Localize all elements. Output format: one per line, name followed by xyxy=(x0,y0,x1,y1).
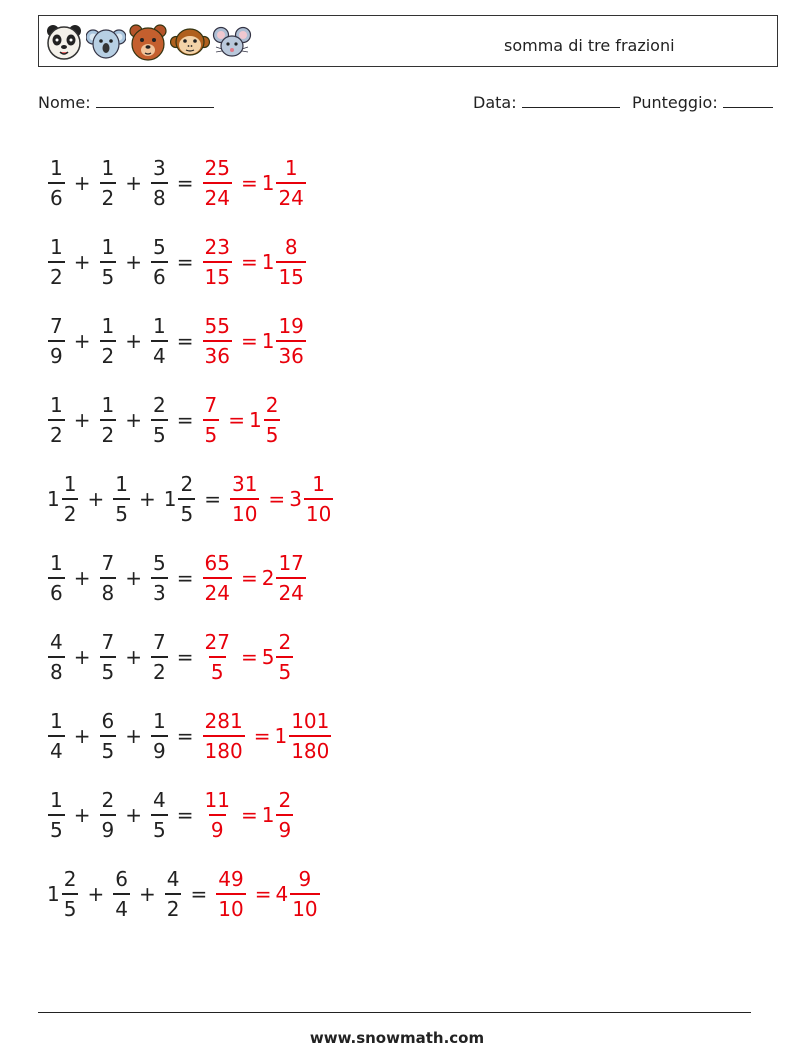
fraction xyxy=(100,707,117,765)
denominator: 2 xyxy=(100,340,117,370)
plus-sign: + xyxy=(73,407,91,432)
answer-whole-number: 1 xyxy=(261,170,275,195)
fraction xyxy=(178,470,195,528)
fraction xyxy=(48,391,65,449)
equals-sign: = xyxy=(176,407,194,432)
problem-row xyxy=(47,301,334,380)
plus-sign: + xyxy=(73,723,91,748)
whole-number: 1 xyxy=(163,486,177,511)
plus-sign: + xyxy=(73,565,91,590)
whole-number: 1 xyxy=(47,486,60,511)
fraction xyxy=(100,786,117,844)
denominator: 180 xyxy=(203,735,245,765)
equals-sign: = xyxy=(240,802,258,827)
problem-row xyxy=(47,854,334,933)
plus-sign: + xyxy=(125,249,142,274)
numerator: 2 xyxy=(63,866,77,891)
numerator: 1 xyxy=(50,550,63,575)
numerator: 25 xyxy=(204,155,230,180)
denominator: 5 xyxy=(276,656,293,686)
numerator: 17 xyxy=(278,550,304,575)
numerator: 1 xyxy=(115,471,128,496)
plus-sign: + xyxy=(138,881,156,906)
denominator: 4 xyxy=(48,735,65,765)
denominator: 9 xyxy=(276,814,293,844)
numerator: 2 xyxy=(153,392,166,417)
denominator: 5 xyxy=(178,498,195,528)
equals-sign: = xyxy=(176,644,194,669)
denominator: 2 xyxy=(100,182,117,212)
fraction xyxy=(48,549,65,607)
fraction xyxy=(113,865,130,923)
denominator: 2 xyxy=(62,498,79,528)
denominator: 6 xyxy=(48,182,65,212)
problem-row xyxy=(47,459,334,538)
numerator: 1 xyxy=(312,471,326,496)
fraction xyxy=(151,549,168,607)
denominator: 5 xyxy=(203,419,220,449)
numerator: 1 xyxy=(50,787,63,812)
fraction xyxy=(100,549,117,607)
numerator: 2 xyxy=(278,787,292,812)
numerator: 4 xyxy=(153,787,166,812)
numerator: 1 xyxy=(50,234,63,259)
monkey-icon xyxy=(170,22,210,62)
numerator: 5 xyxy=(153,550,166,575)
denominator: 5 xyxy=(100,656,117,686)
denominator: 36 xyxy=(276,340,305,370)
fraction xyxy=(289,707,331,765)
denominator: 15 xyxy=(276,261,305,291)
fraction xyxy=(48,154,65,212)
bear-icon xyxy=(128,22,168,62)
denominator: 5 xyxy=(100,261,117,291)
answer-whole-number: 1 xyxy=(261,802,275,827)
equals-sign: = xyxy=(204,486,221,511)
numerator: 2 xyxy=(265,392,279,417)
denominator: 4 xyxy=(151,340,168,370)
plus-sign: + xyxy=(73,802,91,827)
denominator: 5 xyxy=(151,814,168,844)
plus-sign: + xyxy=(73,328,91,353)
fraction xyxy=(151,312,168,370)
equals-sign: = xyxy=(268,486,286,511)
fraction xyxy=(203,233,232,291)
denominator: 6 xyxy=(151,261,168,291)
fraction xyxy=(216,865,245,923)
denominator: 5 xyxy=(113,498,130,528)
numerator: 4 xyxy=(50,629,63,654)
denominator: 36 xyxy=(203,340,232,370)
numerator: 8 xyxy=(284,234,298,259)
fraction xyxy=(62,865,79,923)
numerator: 6 xyxy=(101,708,115,733)
answer-whole-number: 1 xyxy=(261,328,275,353)
plus-sign: + xyxy=(138,486,156,511)
answer-whole-number: 5 xyxy=(261,644,275,669)
denominator: 2 xyxy=(151,656,168,686)
fraction xyxy=(276,628,293,686)
equals-sign: = xyxy=(176,249,194,274)
fraction xyxy=(100,154,117,212)
panda-icon xyxy=(44,22,84,62)
fraction xyxy=(203,786,232,844)
numerator: 49 xyxy=(218,866,244,891)
numerator: 2 xyxy=(101,787,115,812)
equals-sign: = xyxy=(240,565,258,590)
numerator: 1 xyxy=(101,155,115,180)
numerator: 65 xyxy=(204,550,230,575)
denominator: 2 xyxy=(48,419,65,449)
denominator: 24 xyxy=(276,182,305,212)
fraction xyxy=(151,707,168,765)
denominator: 24 xyxy=(203,182,232,212)
numerator: 1 xyxy=(153,313,166,338)
denominator: 8 xyxy=(100,577,117,607)
answer-whole-number: 1 xyxy=(261,249,275,274)
equals-sign: = xyxy=(240,249,258,274)
answer-whole-number: 1 xyxy=(274,723,288,748)
equals-sign: = xyxy=(240,644,258,669)
fraction xyxy=(151,628,168,686)
fraction xyxy=(165,865,182,923)
denominator: 8 xyxy=(151,182,168,212)
denominator: 6 xyxy=(48,577,65,607)
denominator: 2 xyxy=(100,419,117,449)
fraction xyxy=(100,391,117,449)
footer-url: www.snowmath.com xyxy=(309,1029,485,1047)
fraction xyxy=(276,233,305,291)
plus-sign: + xyxy=(125,407,142,432)
denominator: 5 xyxy=(151,419,168,449)
fraction xyxy=(151,233,168,291)
fraction xyxy=(276,312,305,370)
numerator: 1 xyxy=(50,708,63,733)
numerator: 3 xyxy=(153,155,166,180)
numerator: 1 xyxy=(50,155,63,180)
numerator: 7 xyxy=(101,550,115,575)
plus-sign: + xyxy=(125,170,142,195)
answer-whole-number: 3 xyxy=(289,486,302,511)
score-field[interactable] xyxy=(632,93,773,112)
date-field[interactable] xyxy=(473,93,620,112)
fraction xyxy=(151,786,168,844)
fraction xyxy=(100,233,117,291)
equals-sign: = xyxy=(240,170,258,195)
numerator: 101 xyxy=(291,708,330,733)
worksheet-title: somma di tre frazioni xyxy=(504,36,675,55)
equals-sign: = xyxy=(228,407,245,432)
denominator: 2 xyxy=(165,893,182,923)
plus-sign: + xyxy=(125,565,142,590)
numerator: 55 xyxy=(204,313,230,338)
plus-sign: + xyxy=(125,802,142,827)
whole-number: 1 xyxy=(47,881,60,906)
equals-sign: = xyxy=(190,881,208,906)
animal-icons xyxy=(44,22,252,62)
footer-divider xyxy=(38,1012,751,1013)
numerator: 1 xyxy=(284,155,298,180)
numerator: 6 xyxy=(115,866,128,891)
fraction xyxy=(203,312,232,370)
score-blank[interactable] xyxy=(723,93,773,108)
fraction xyxy=(290,865,319,923)
numerator: 9 xyxy=(298,866,312,891)
numerator: 281 xyxy=(204,708,243,733)
equals-sign: = xyxy=(176,170,194,195)
denominator: 4 xyxy=(113,893,130,923)
denominator: 5 xyxy=(62,893,79,923)
fraction xyxy=(48,233,65,291)
numerator: 1 xyxy=(50,392,63,417)
problem-list xyxy=(47,143,334,933)
denominator: 2 xyxy=(48,261,65,291)
fraction xyxy=(100,628,117,686)
name-label: Nome: xyxy=(38,93,91,112)
numerator: 19 xyxy=(278,313,304,338)
denominator: 15 xyxy=(203,261,232,291)
equals-sign: = xyxy=(176,328,194,353)
plus-sign: + xyxy=(73,249,91,274)
numerator: 1 xyxy=(153,708,166,733)
plus-sign: + xyxy=(125,644,142,669)
equals-sign: = xyxy=(176,802,194,827)
plus-sign: + xyxy=(125,328,142,353)
numerator: 11 xyxy=(204,787,230,812)
numerator: 27 xyxy=(204,629,230,654)
plus-sign: + xyxy=(73,170,91,195)
denominator: 24 xyxy=(276,577,305,607)
fraction xyxy=(203,549,232,607)
numerator: 1 xyxy=(101,313,115,338)
numerator: 5 xyxy=(153,234,166,259)
worksheet-header xyxy=(38,15,778,67)
answer-whole-number: 4 xyxy=(275,881,289,906)
denominator: 10 xyxy=(216,893,245,923)
fraction xyxy=(203,707,245,765)
fraction xyxy=(203,391,220,449)
fraction xyxy=(264,391,281,449)
fraction xyxy=(203,628,232,686)
numerator: 7 xyxy=(153,629,166,654)
fraction xyxy=(151,154,168,212)
numerator: 2 xyxy=(180,471,194,496)
denominator: 5 xyxy=(100,735,117,765)
denominator: 10 xyxy=(290,893,319,923)
equals-sign: = xyxy=(254,881,272,906)
denominator: 10 xyxy=(230,498,259,528)
answer-whole-number: 2 xyxy=(261,565,275,590)
problem-row xyxy=(47,775,334,854)
equals-sign: = xyxy=(176,565,194,590)
fraction xyxy=(151,391,168,449)
koala-icon xyxy=(86,22,126,62)
denominator: 24 xyxy=(203,577,232,607)
fraction xyxy=(276,786,293,844)
date-blank[interactable] xyxy=(522,93,620,108)
name-blank[interactable] xyxy=(96,93,214,108)
plus-sign: + xyxy=(87,881,105,906)
fraction xyxy=(62,470,79,528)
fraction xyxy=(48,312,65,370)
fraction xyxy=(203,154,232,212)
fraction xyxy=(48,707,65,765)
numerator: 1 xyxy=(101,234,115,259)
problem-row xyxy=(47,222,334,301)
fraction xyxy=(48,628,65,686)
numerator: 7 xyxy=(204,392,218,417)
numerator: 4 xyxy=(166,866,180,891)
plus-sign: + xyxy=(87,486,105,511)
fraction xyxy=(276,154,305,212)
numerator: 1 xyxy=(101,392,115,417)
numerator: 7 xyxy=(101,629,115,654)
fraction xyxy=(304,470,333,528)
plus-sign: + xyxy=(125,723,142,748)
equals-sign: = xyxy=(253,723,271,748)
denominator: 9 xyxy=(209,814,226,844)
mouse-icon xyxy=(212,22,252,62)
fraction xyxy=(230,470,259,528)
numerator: 2 xyxy=(278,629,292,654)
numerator: 1 xyxy=(63,471,77,496)
fraction xyxy=(100,312,117,370)
numerator: 23 xyxy=(204,234,230,259)
problem-row xyxy=(47,538,334,617)
problem-row xyxy=(47,143,334,222)
numerator: 31 xyxy=(231,471,258,496)
equals-sign: = xyxy=(176,723,194,748)
answer-whole-number: 1 xyxy=(249,407,262,432)
fraction xyxy=(48,786,65,844)
denominator: 5 xyxy=(48,814,65,844)
denominator: 5 xyxy=(264,419,281,449)
denominator: 180 xyxy=(289,735,331,765)
equals-sign: = xyxy=(240,328,258,353)
denominator: 3 xyxy=(151,577,168,607)
denominator: 9 xyxy=(151,735,168,765)
denominator: 9 xyxy=(100,814,117,844)
problem-row xyxy=(47,617,334,696)
plus-sign: + xyxy=(73,644,91,669)
name-field[interactable] xyxy=(38,93,214,112)
score-label: Punteggio: xyxy=(632,93,718,112)
date-label: Data: xyxy=(473,93,517,112)
denominator: 5 xyxy=(209,656,226,686)
numerator: 7 xyxy=(50,313,63,338)
denominator: 10 xyxy=(304,498,333,528)
problem-row xyxy=(47,696,334,775)
denominator: 8 xyxy=(48,656,65,686)
fraction xyxy=(276,549,305,607)
denominator: 9 xyxy=(48,340,65,370)
fraction xyxy=(113,470,130,528)
problem-row xyxy=(47,380,334,459)
